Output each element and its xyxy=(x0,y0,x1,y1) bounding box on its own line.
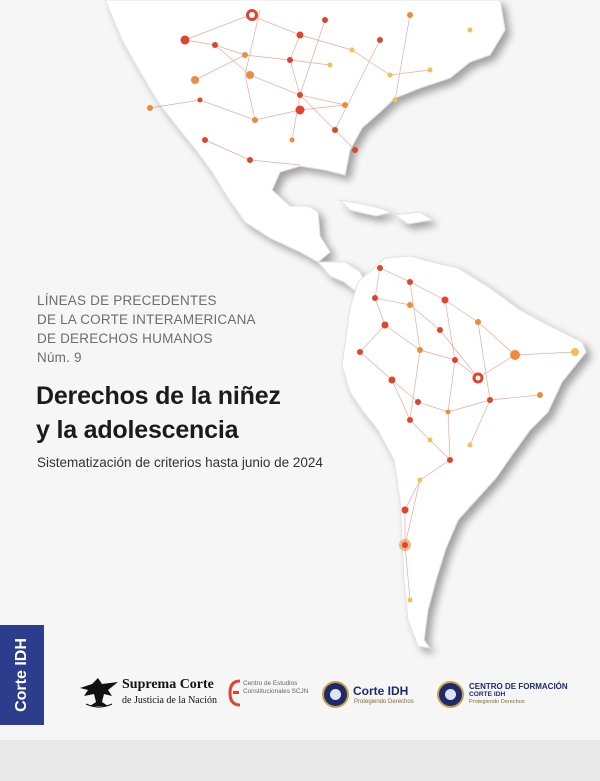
side-tab-label: Corte IDH xyxy=(13,638,30,712)
corte-idh-logo-tagline: Protegiendo Derechos xyxy=(354,699,414,705)
issue-number: Núm. 9 xyxy=(37,350,82,365)
scjn-logo xyxy=(78,674,218,712)
book-title-line-1: Derechos de la niñez xyxy=(36,382,281,410)
series-line-3: DE DERECHOS HUMANOS xyxy=(37,331,213,346)
corte-idh-logo-name: Corte IDH xyxy=(353,684,409,698)
book-title xyxy=(36,379,366,447)
side-tab xyxy=(0,625,44,725)
scjn-logo-line-1: Suprema Corte xyxy=(122,677,214,692)
series-line-2: DE LA CORTE INTERAMERICANA xyxy=(37,312,256,327)
centro-formacion-logo xyxy=(437,678,567,712)
centro-formacion-line-1: CENTRO DE FORMACIÓN xyxy=(469,682,568,691)
corte-idh-logo xyxy=(322,678,432,712)
series-title xyxy=(37,291,357,367)
centro-formacion-line-2: CORTE IDH xyxy=(469,691,506,698)
eagle-emblem-icon xyxy=(78,676,120,710)
centro-formacion-seal-icon xyxy=(437,681,464,708)
cec-logo xyxy=(228,676,320,712)
series-line-1: LÍNEAS DE PRECEDENTES xyxy=(37,293,217,308)
book-title-line-2: y la adolescencia xyxy=(36,416,239,444)
cec-logo-text: Centro de Estudios Constitucionales SCJN xyxy=(243,680,309,695)
cec-emblem-icon xyxy=(228,678,242,708)
centro-formacion-tagline: Protegiendo Derechos xyxy=(469,699,525,705)
book-subtitle: Sistematización de criterios hasta junio de 2024 xyxy=(37,455,323,470)
scjn-logo-line-2: de Justicia de la Nación xyxy=(122,695,217,706)
cover-footer-band xyxy=(0,740,600,781)
corte-idh-seal-icon xyxy=(322,681,349,708)
